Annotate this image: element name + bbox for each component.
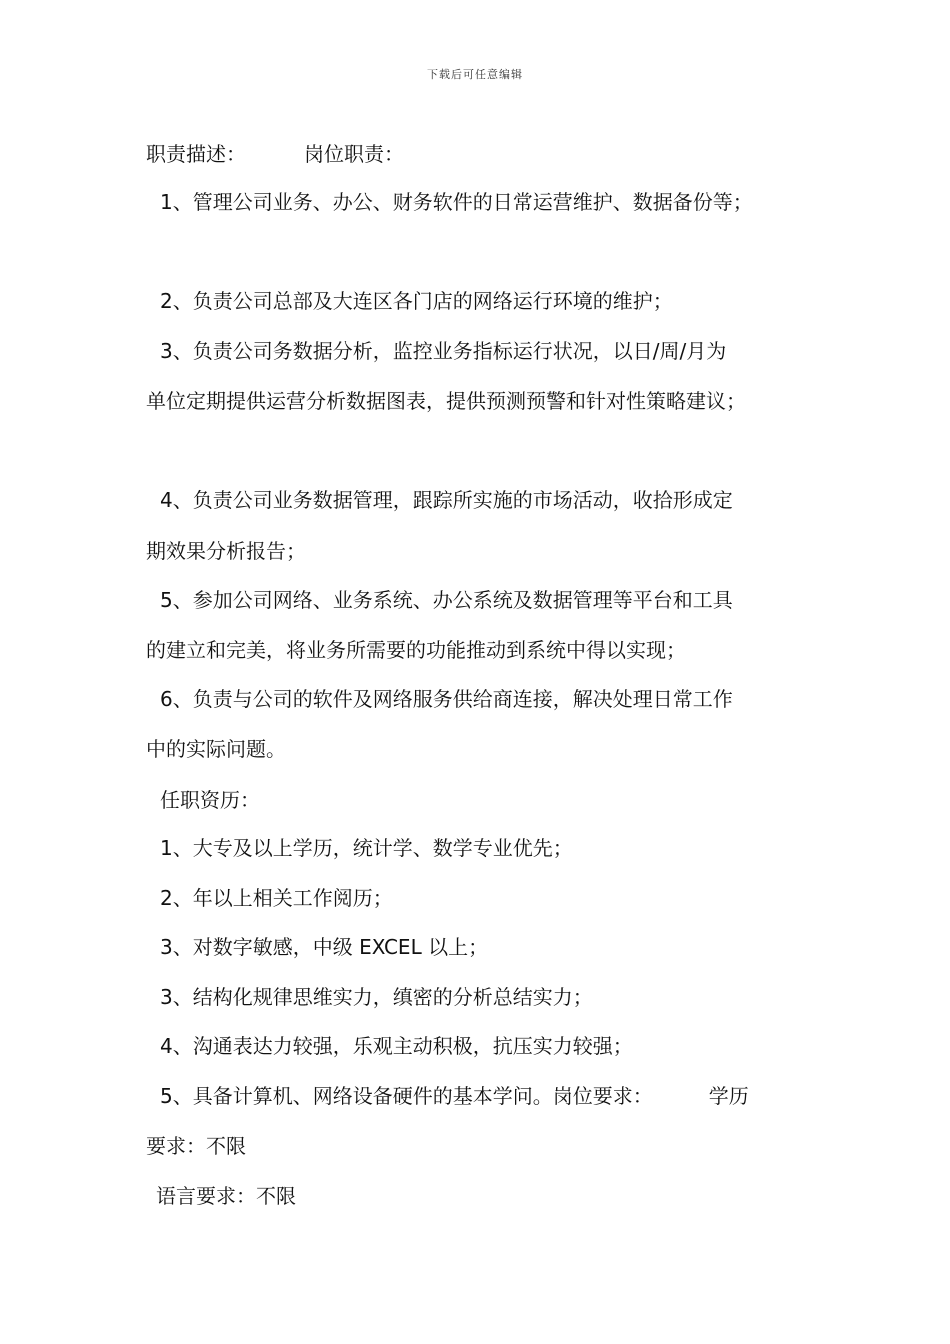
duty-item-5-line-1: 5、参加公司网络、业务系统、办公系统及数据管理等平台和工具 — [160, 588, 733, 612]
qualification-item-1: 1、大专及以上学历，统计学、数学专业优先； — [160, 836, 573, 860]
duties-label: 岗位职责： — [304, 142, 404, 166]
duty-item-4-line-1: 4、负责公司业务数据管理，跟踪所实施的市场活动，收拾形成定 — [160, 488, 733, 512]
qualifications-heading: 任职资历： — [160, 788, 260, 812]
page-header-note: 下载后可任意编辑 — [427, 68, 523, 81]
description-label: 职责描述： — [146, 142, 246, 166]
duty-item-3-line-2: 单位定期提供运营分析数据图表，提供预测预警和针对性策略建议； — [146, 389, 746, 413]
qualification-item-6: 5、具备计算机、网络设备硬件的基本学问。岗位要求： — [160, 1084, 653, 1108]
duty-item-2: 2、负责公司总部及大连区各门店的网络运行环境的维护； — [160, 289, 673, 313]
description-heading-line — [146, 140, 404, 168]
language-requirement: 语言要求：不限 — [156, 1184, 296, 1208]
education-label-start: 学历 — [708, 1084, 749, 1108]
qualification-item-2: 2、年以上相关工作阅历； — [160, 886, 393, 910]
qualification-item-5: 4、沟通表达力较强，乐观主动积极，抗压实力较强； — [160, 1034, 633, 1058]
education-requirement: 要求：不限 — [146, 1134, 246, 1158]
duty-item-6-line-2: 中的实际问题。 — [146, 737, 286, 761]
qualification-item-6-line — [160, 1082, 749, 1110]
duty-item-6-line-1: 6、负责与公司的软件及网络服务供给商连接，解决处理日常工作 — [160, 687, 733, 711]
duty-item-5-line-2: 的建立和完美，将业务所需要的功能推动到系统中得以实现； — [146, 638, 686, 662]
duty-item-3-line-1: 3、负责公司务数据分析，监控业务指标运行状况，以日/周/月为 — [160, 339, 727, 363]
duty-item-1: 1、管理公司业务、办公、财务软件的日常运营维护、数据备份等； — [160, 190, 753, 214]
qualification-item-3: 3、对数字敏感，中级 EXCEL 以上； — [160, 935, 489, 959]
qualification-item-4: 3、结构化规律思维实力，缜密的分析总结实力； — [160, 985, 593, 1009]
duty-item-4-line-2: 期效果分析报告； — [146, 539, 306, 563]
